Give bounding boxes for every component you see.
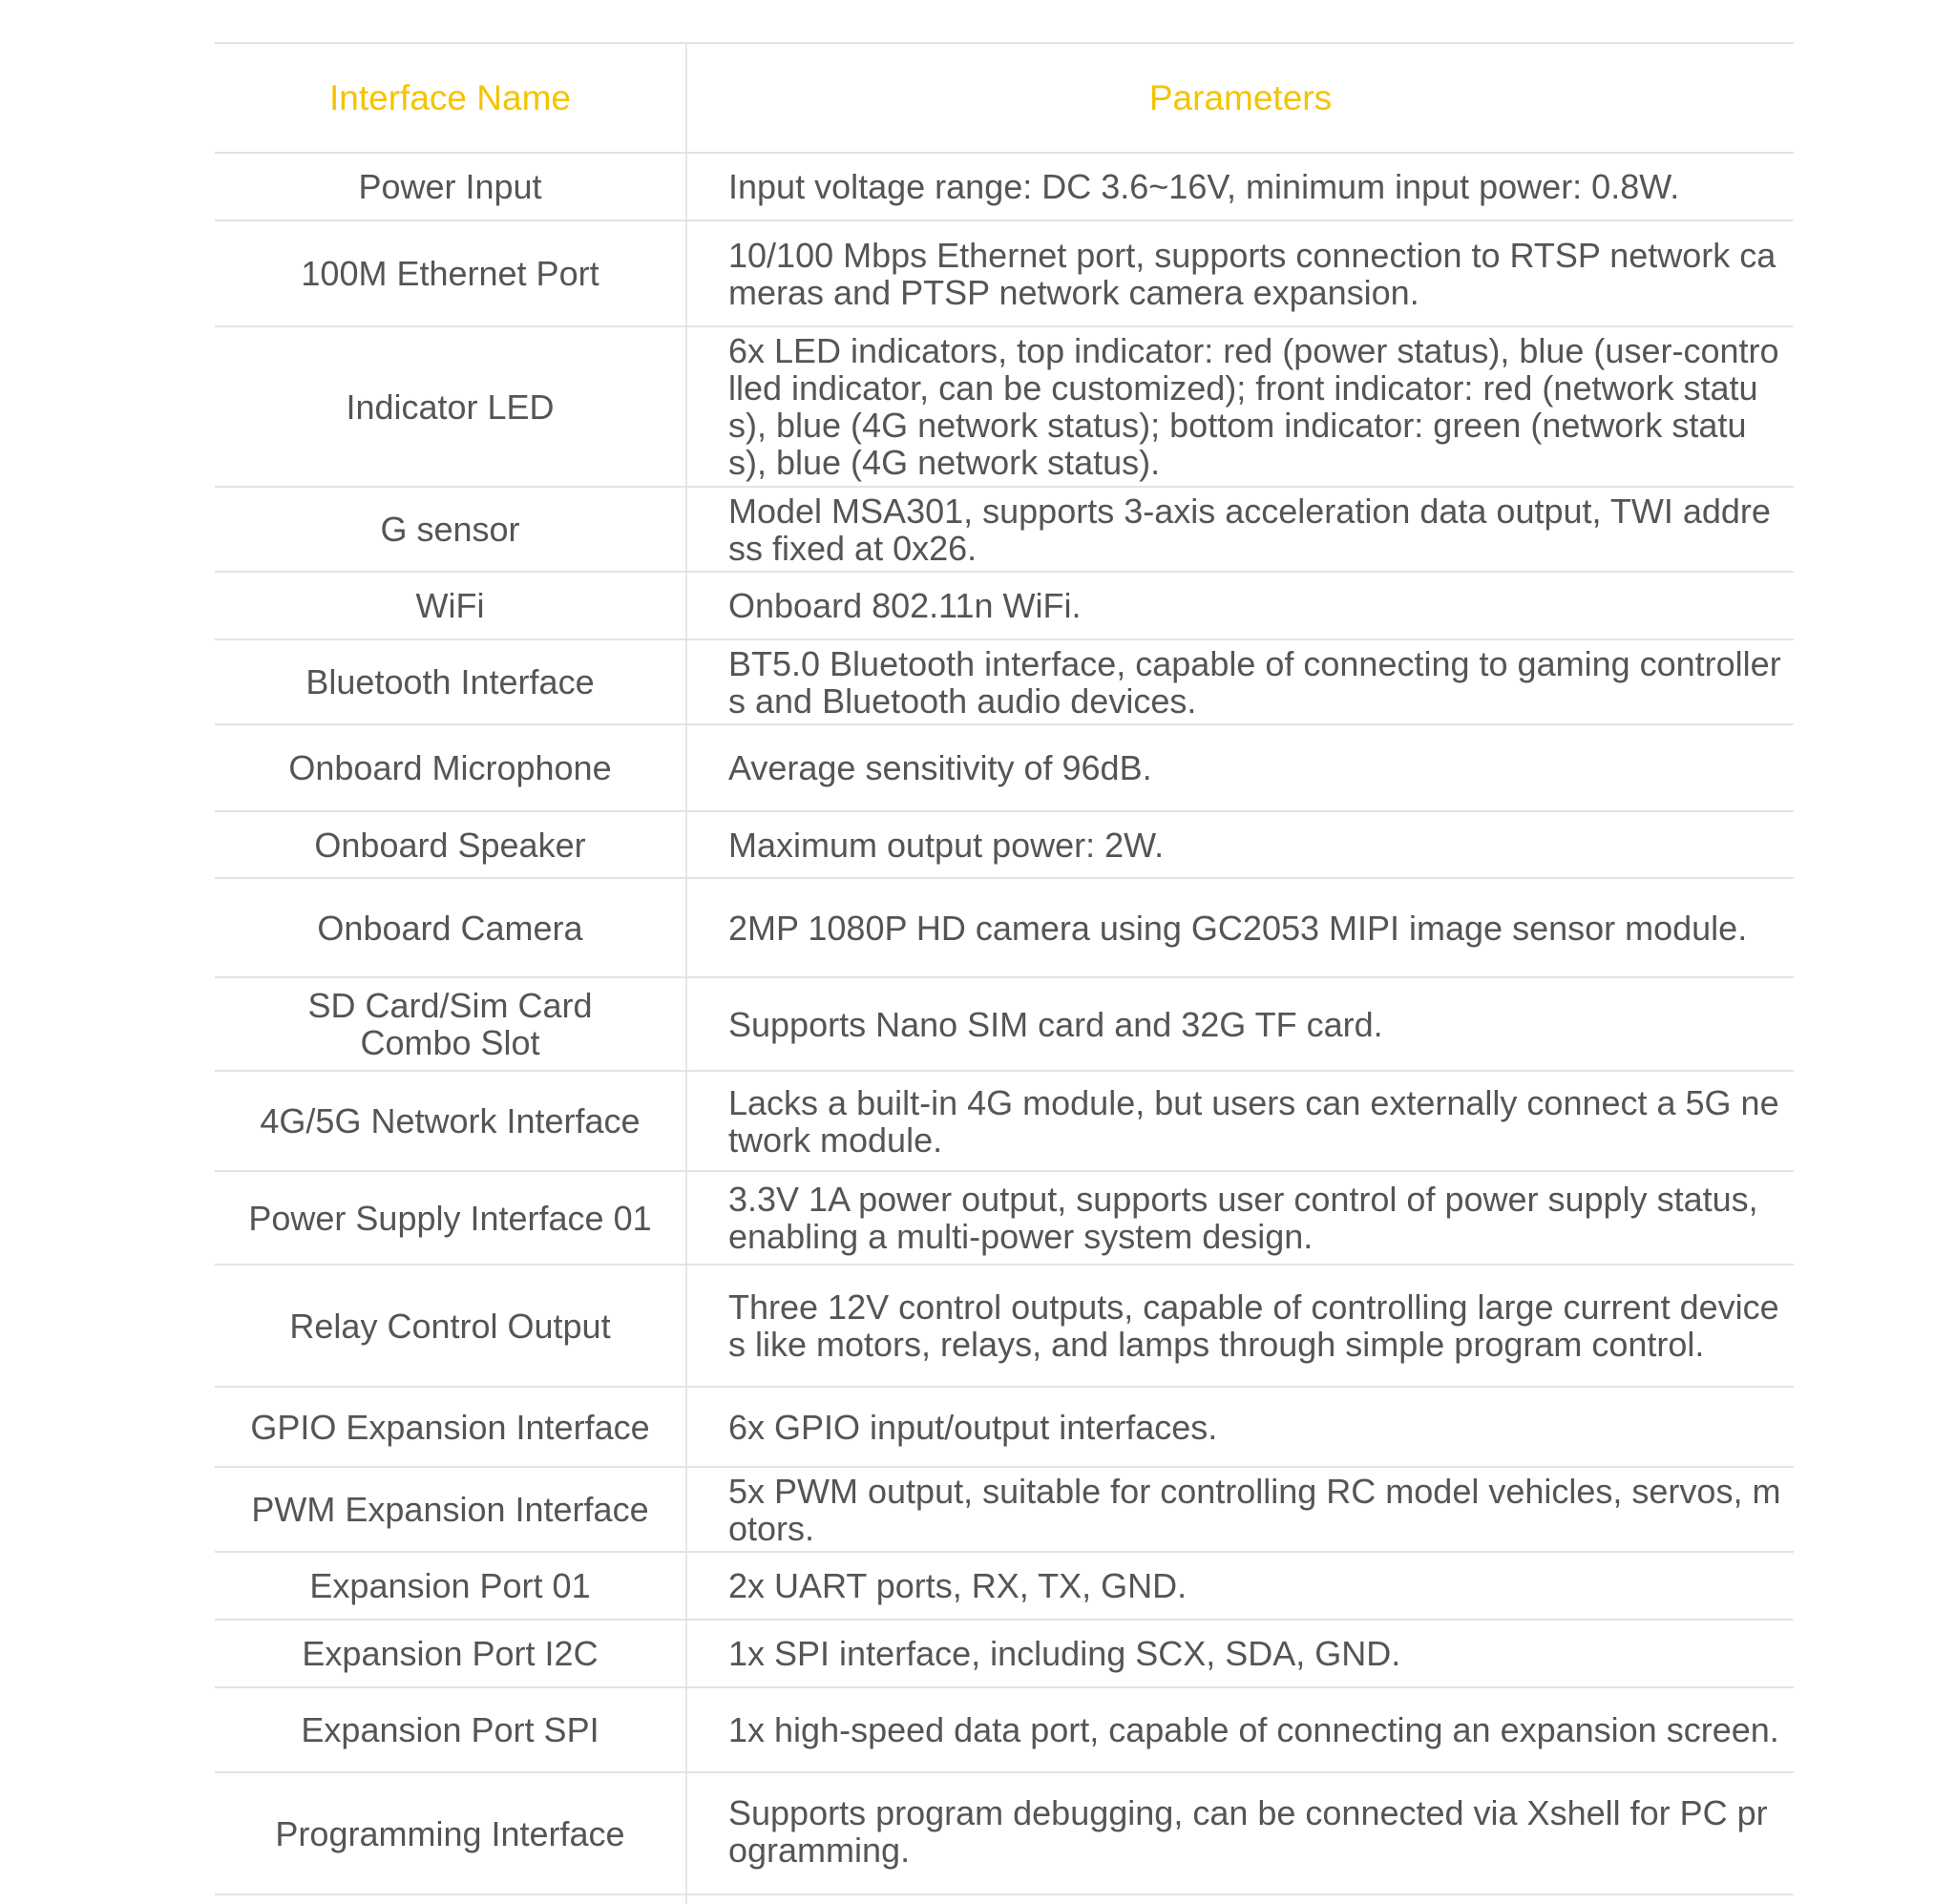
interface-name-cell: Power Input [215, 153, 686, 220]
interface-name-cell: Onboard Speaker [215, 811, 686, 878]
table-row [215, 487, 1794, 572]
interface-name-cell: Expansion Port SPI [215, 1687, 686, 1772]
table-row [215, 326, 1794, 487]
parameters-cell: 1x SPI interface, including SCX, SDA, GND. [686, 1620, 1794, 1687]
header-row [215, 43, 1794, 153]
parameters-cell: Average sensitivity of 96dB. [686, 724, 1794, 811]
parameters-cell: 10/100 Mbps Ethernet port, supports connection to RTSP network cameras and PTSP network camera expansion. [686, 220, 1794, 326]
table-row [215, 220, 1794, 326]
interface-name-cell: Expansion Port 01 [215, 1552, 686, 1620]
parameters-cell: 6x LED indicators, top indicator: red (power status), blue (user-controlled indicator, can be customized); front indicator: red (network status), blue (4G network status); bottom indicator: green (network status), blue (4G network status). [686, 326, 1794, 487]
parameters-cell: 2x UART ports, RX, TX, GND. [686, 1552, 1794, 1620]
table-row [215, 639, 1794, 724]
table-row [215, 572, 1794, 639]
interface-name-cell: G sensor [215, 487, 686, 572]
parameters-cell: 6x GPIO input/output interfaces. [686, 1387, 1794, 1467]
interface-name-cell: 100M Ethernet Port [215, 220, 686, 326]
parameters-cell: Three 12V control outputs, capable of controlling large current devices like motors, relays, and lamps through simple program control. [686, 1265, 1794, 1387]
table-row [215, 1071, 1794, 1171]
interface-name-cell: WiFi [215, 572, 686, 639]
table-row [215, 724, 1794, 811]
table-row [215, 1687, 1794, 1772]
parameters-cell: 2MP 1080P HD camera using GC2053 MIPI image sensor module. [686, 878, 1794, 977]
parameters-cell: Supports Nano SIM card and 32G TF card. [686, 977, 1794, 1071]
parameters-cell: Supports program debugging, can be connected via Xshell for PC programming. [686, 1772, 1794, 1894]
header-interface-name: Interface Name [215, 43, 686, 153]
interface-name-cell: Relay Control Output [215, 1265, 686, 1387]
interface-name-cell: Bluetooth Interface [215, 639, 686, 724]
parameters-cell: Maximum output power: 2W. [686, 811, 1794, 878]
spec-table-container [215, 42, 1794, 1895]
interface-name-cell: PWM Expansion Interface [215, 1467, 686, 1552]
parameters-cell: Onboard 802.11n WiFi. [686, 572, 1794, 639]
table-row [215, 878, 1794, 977]
parameters-cell: 3.3V 1A power output, supports user control of power supply status, enabling a multi-power system design. [686, 1171, 1794, 1265]
spec-table [215, 42, 1794, 1895]
table-row [215, 1387, 1794, 1467]
table-body [215, 153, 1794, 1894]
table-row [215, 153, 1794, 220]
header-parameters: Parameters [686, 43, 1794, 153]
interface-name-cell: SD Card/Sim Card Combo Slot [215, 977, 686, 1071]
table-row [215, 1265, 1794, 1387]
interface-name-cell: Onboard Camera [215, 878, 686, 977]
interface-name-cell: Indicator LED [215, 326, 686, 487]
interface-name-cell: 4G/5G Network Interface [215, 1071, 686, 1171]
table-row [215, 1552, 1794, 1620]
parameters-cell: Input voltage range: DC 3.6~16V, minimum input power: 0.8W. [686, 153, 1794, 220]
interface-name-cell: Programming Interface [215, 1772, 686, 1894]
parameters-cell: Model MSA301, supports 3-axis acceleration data output, TWI address fixed at 0x26. [686, 487, 1794, 572]
column-divider-tail [685, 1882, 687, 1904]
table-row [215, 1620, 1794, 1687]
interface-name-cell: Expansion Port I2C [215, 1620, 686, 1687]
parameters-cell: Lacks a built-in 4G module, but users can externally connect a 5G network module. [686, 1071, 1794, 1171]
table-row [215, 1772, 1794, 1894]
table-row [215, 811, 1794, 878]
table-row [215, 977, 1794, 1071]
table-header [215, 43, 1794, 153]
table-row [215, 1467, 1794, 1552]
parameters-cell: 1x high-speed data port, capable of connecting an expansion screen. [686, 1687, 1794, 1772]
parameters-cell: BT5.0 Bluetooth interface, capable of connecting to gaming controllers and Bluetooth audio devices. [686, 639, 1794, 724]
interface-name-cell: Onboard Microphone [215, 724, 686, 811]
interface-name-cell: Power Supply Interface 01 [215, 1171, 686, 1265]
table-row [215, 1171, 1794, 1265]
interface-name-cell: GPIO Expansion Interface [215, 1387, 686, 1467]
parameters-cell: 5x PWM output, suitable for controlling RC model vehicles, servos, motors. [686, 1467, 1794, 1552]
